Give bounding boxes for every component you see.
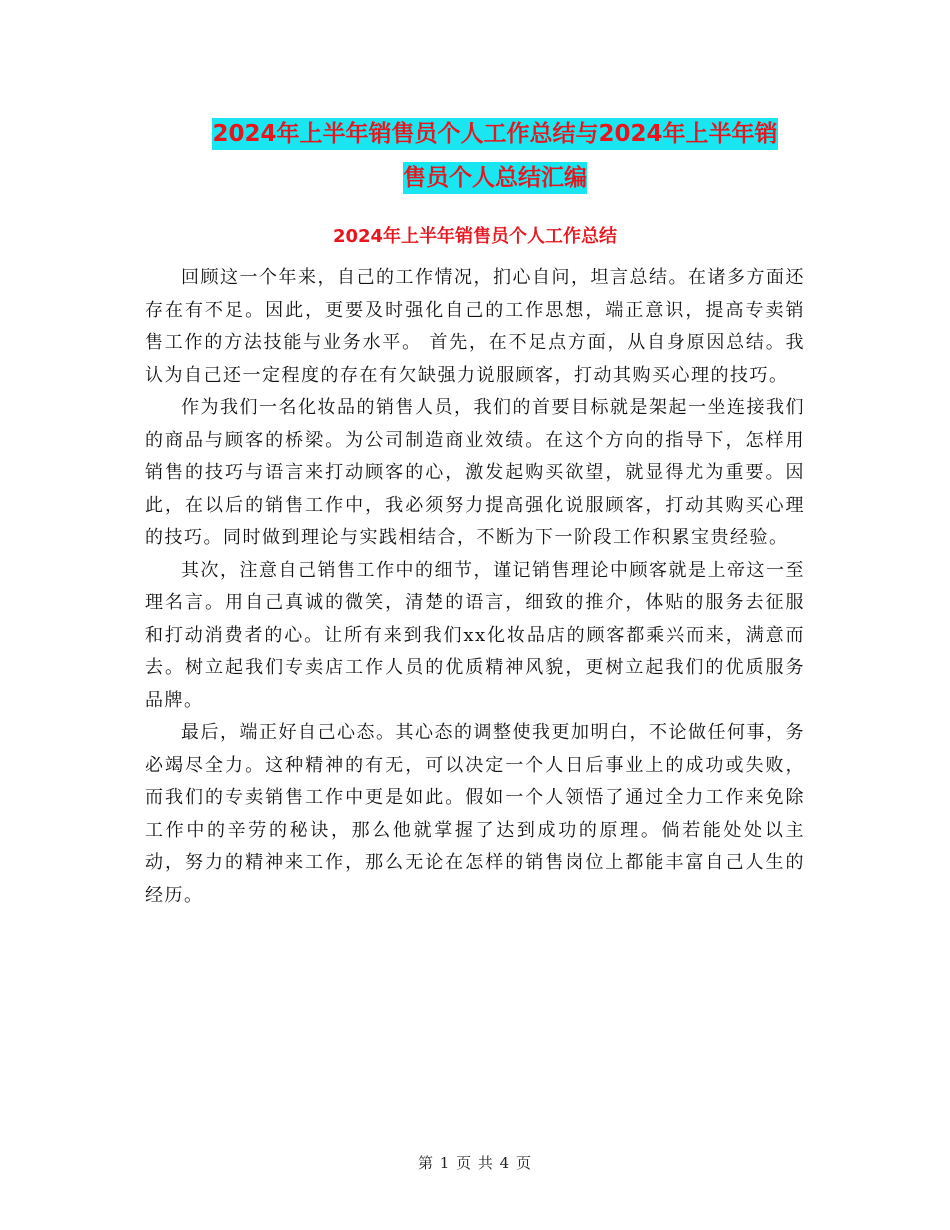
document-body [145,262,805,912]
section-title: 2024年上半年销售员个人工作总结 [332,226,618,247]
paragraph: 最后，端正好自己心态。其心态的调整使我更加明白，不论做任何事，务必竭尽全力。这种精神的有无，可以决定一个人日后事业上的成功或失败，而我们的专卖销售工作中更是如此。假如一个人领悟了通过全力工作来免除工作中的辛劳的秘诀，那么他就掌握了达到成功的原理。倘若能处处以主动，努力的精神来工作，那么无论在怎样的销售岗位上都能丰富自己人生的经历。 [145,722,805,906]
paragraph: 作为我们一名化妆品的销售人员，我们的首要目标就是架起一坐连接我们的商品与顾客的桥梁。为公司制造商业效绩。在这个方向的指导下，怎样用销售的技巧与语言来打动顾客的心，激发起购买欲望，就显得尤为重要。因此，在以后的销售工作中，我必须努力提高强化说服顾客，打动其购买心理的技巧。同时做到理论与实践相结合，不断为下一阶段工作积累宝贵经验。 [145,397,805,548]
document-title [150,112,840,200]
document-title-line1: 2024年上半年销售员个人工作总结与2024年上半年销 [212,118,777,150]
page-number-footer: 第 1 页 共 4 页 [418,1154,532,1172]
document-title-line2: 售员个人总结汇编 [403,162,587,194]
paragraph: 回顾这一个年来，自己的工作情况，扪心自问，坦言总结。在诸多方面还存在有不足。因此，更要及时强化自己的工作思想，端正意识，提高专卖销售工作的方法技能与业务水平。 首先，在不足点方面，从自身原因总结。我认为自己还一定程度的存在有欠缺强力说服顾客，打动其购买心理的技巧。 [145,267,805,386]
paragraph: 其次，注意自己销售工作中的细节，谨记销售理论中顾客就是上帝这一至理名言。用自己真诚的微笑，清楚的语言，细致的推介，体贴的服务去征服和打动消费者的心。让所有来到我们xx化妆品店的顾客都乘兴而来，满意而去。树立起我们专卖店工作人员的优质精神风貌，更树立起我们的优质服务品牌。 [145,559,805,711]
